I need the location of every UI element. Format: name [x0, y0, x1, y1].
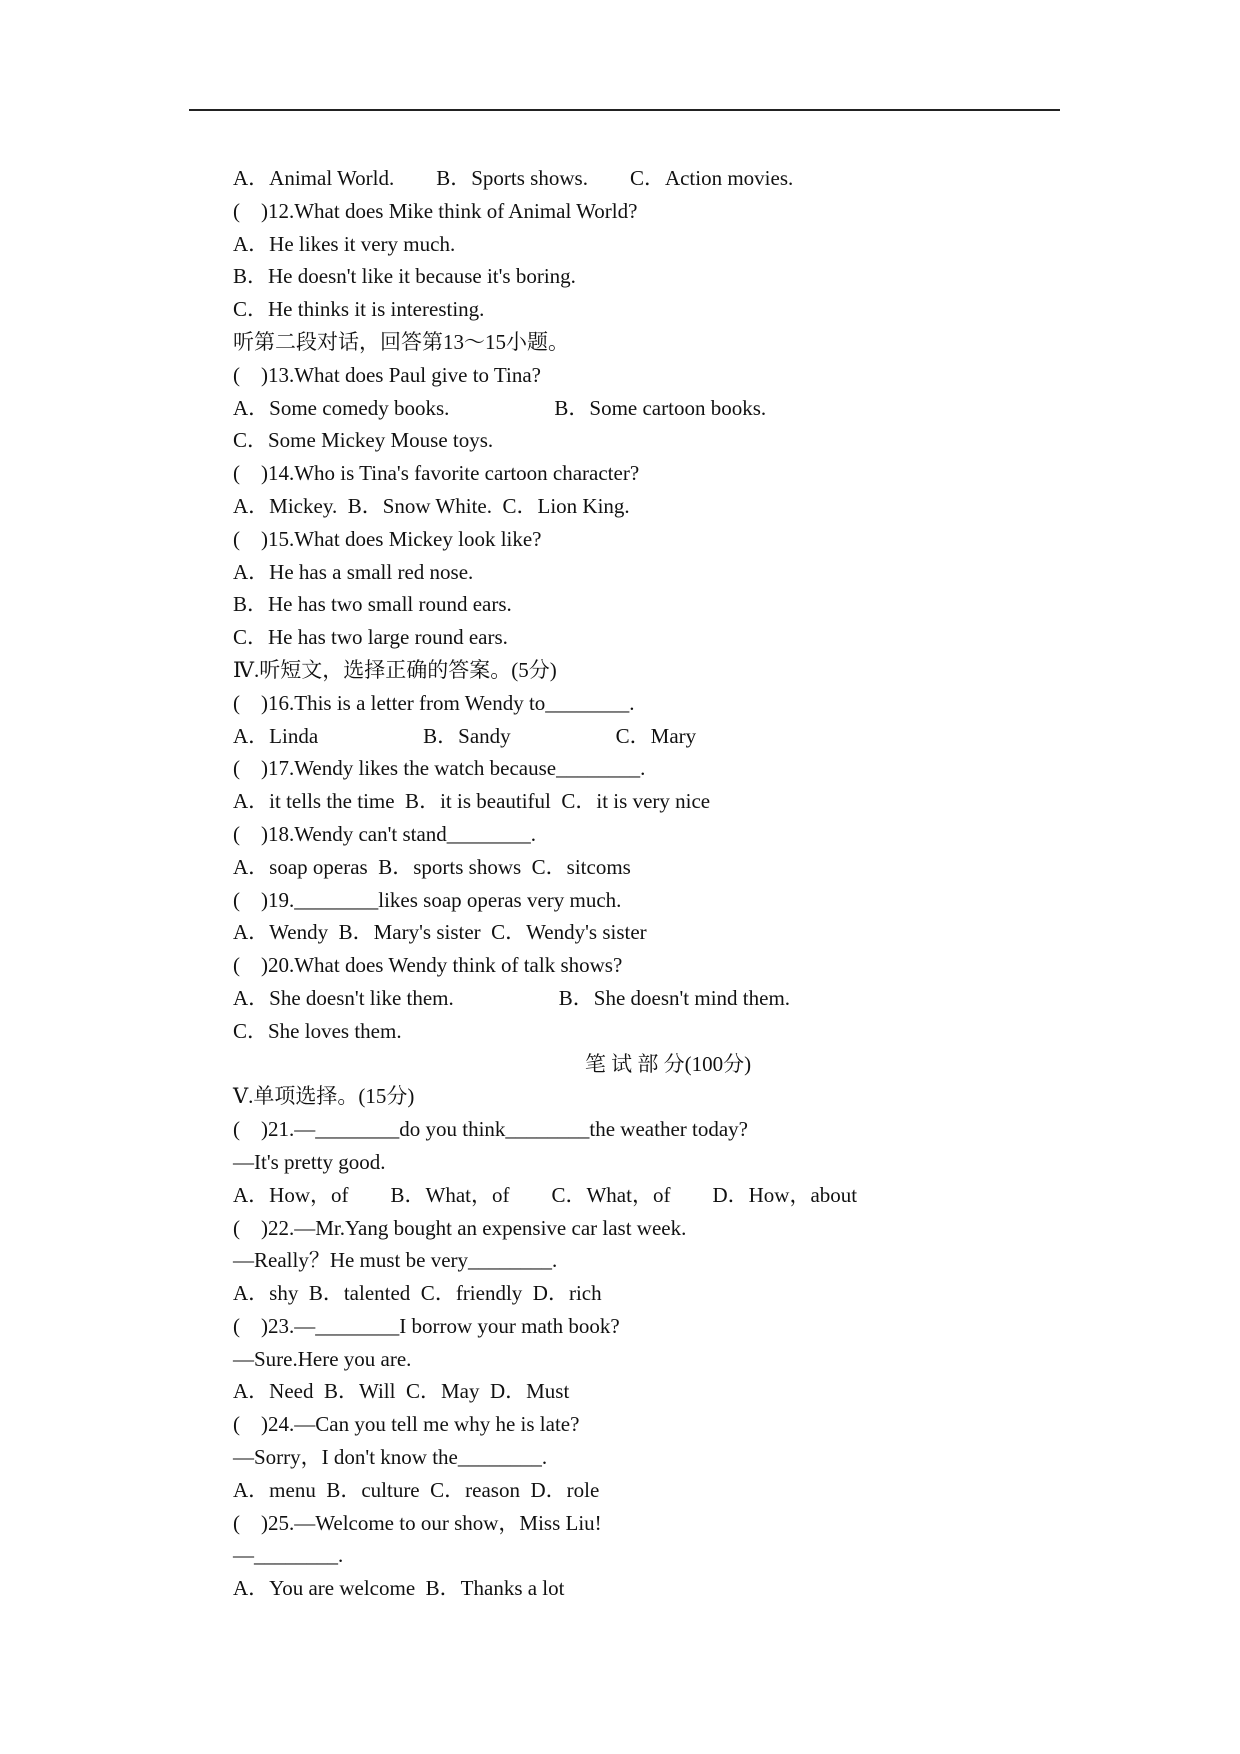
question-21: ( )21.—________do you think________the weather today? — [233, 1117, 748, 1142]
q20-option-c: C．She loves them. — [233, 1018, 402, 1043]
question-19: ( )19.________likes soap operas very much. — [233, 887, 622, 912]
question-23: ( )23.—________I borrow your math book? — [233, 1313, 620, 1338]
written-part-heading: 笔 试 部 分(100分) — [584, 1051, 752, 1076]
q24-options: A．menu B．culture C．reason D．role — [233, 1477, 600, 1502]
q15-option-c: C．He has two large round ears. — [233, 625, 508, 650]
question-25: ( )25.—Welcome to our show，Miss Liu! — [233, 1510, 602, 1535]
q12-option-c: C．He thinks it is interesting. — [233, 297, 485, 322]
q15-option-a: A．He has a small red nose. — [233, 559, 474, 584]
q16-options: A．Linda B．Sandy C．Mary — [233, 723, 697, 748]
q12-option-a: A．He likes it very much. — [233, 231, 456, 256]
q25-options: A．You are welcome B．Thanks a lot — [233, 1576, 565, 1601]
section-iv-heading: Ⅳ.听短文，选择正确的答案。(5分) — [233, 657, 557, 682]
question-22: ( )22.—Mr.Yang bought an expensive car last week. — [233, 1215, 687, 1240]
question-13: ( )13.What does Paul give to Tina? — [233, 362, 541, 387]
question-17: ( )17.Wendy likes the watch because________. — [233, 756, 646, 781]
q13-option-c: C．Some Mickey Mouse toys. — [233, 428, 494, 453]
q12-option-b: B．He doesn't like it because it's boring. — [233, 264, 576, 289]
q11-options: A．Animal World. B．Sports shows. C．Action movies. — [233, 166, 794, 190]
question-18: ( )18.Wendy can't stand________. — [233, 821, 537, 846]
q13-options-ab: A．Some comedy books. B．Some cartoon books. — [233, 395, 767, 420]
q18-options: A．soap operas B．sports shows C．sitcoms — [233, 854, 631, 879]
q21-response: —It's pretty good. — [233, 1149, 386, 1174]
question-12: ( )12.What does Mike think of Animal World? — [233, 198, 638, 223]
section-v-heading: Ⅴ.单项选择。(15分) — [233, 1084, 415, 1109]
q23-options: A．Need B．Will C．May D．Must — [233, 1379, 570, 1404]
q14-options: A．Mickey. B．Snow White. C．Lion King. — [233, 493, 630, 518]
q22-options: A．shy B．talented C．friendly D．rich — [233, 1281, 602, 1306]
q17-options: A．it tells the time B．it is beautiful C．it is very nice — [233, 789, 711, 814]
question-16: ( )16.This is a letter from Wendy to________. — [233, 690, 635, 715]
q20-options-ab: A．She doesn't like them. B．She doesn't mind them. — [233, 985, 791, 1010]
q24-response: —Sorry，I don't know the________. — [233, 1445, 548, 1470]
header-rule — [189, 109, 1060, 111]
document-body — [233, 162, 1063, 1605]
q25-response: —________. — [233, 1543, 344, 1568]
q21-options: A．How，of B．What，of C．What，of D．How，about — [233, 1182, 858, 1207]
q22-response: —Really？He must be very________. — [233, 1248, 558, 1273]
q23-response: —Sure.Here you are. — [233, 1346, 412, 1371]
question-15: ( )15.What does Mickey look like? — [233, 526, 542, 551]
question-24: ( )24.—Can you tell me why he is late? — [233, 1412, 580, 1437]
question-14: ( )14.Who is Tina's favorite cartoon character? — [233, 461, 640, 486]
question-20: ( )20.What does Wendy think of talk shows? — [233, 953, 623, 978]
q15-option-b: B．He has two small round ears. — [233, 592, 512, 617]
q19-options: A．Wendy B．Mary's sister C．Wendy's sister — [233, 920, 647, 945]
dialogue-2-instruction: 听第二段对话，回答第13～15小题。 — [233, 329, 569, 354]
